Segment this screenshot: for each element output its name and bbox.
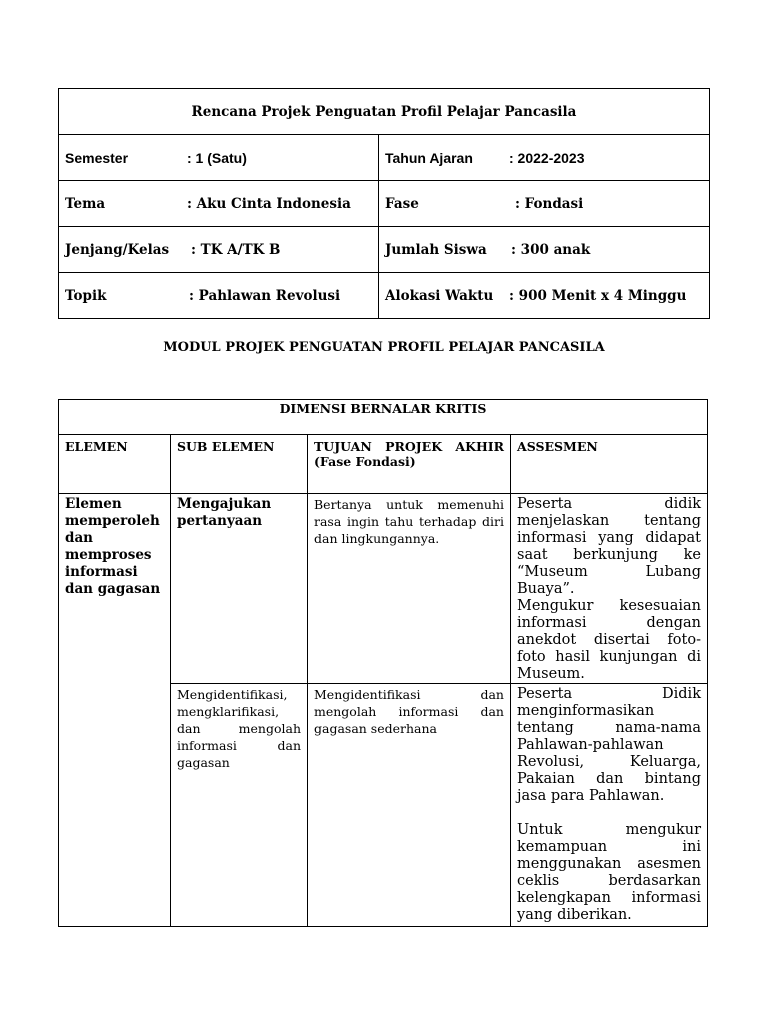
elemen-cell: Elemen memperoleh dan memproses informasi dan gagasan (59, 494, 171, 927)
plan-table (58, 88, 710, 319)
tema-label: Tema (65, 195, 106, 212)
topik-label: Topik (65, 287, 107, 304)
sub-elemen-2: Mengidentifikasi, mengklarifikasi, dan mengolah informasi dan gagasan (171, 684, 308, 927)
jenjang-value: : TK A/TK B (191, 241, 281, 258)
semester-cell (59, 135, 379, 181)
alokasi-label: Alokasi Waktu (385, 287, 494, 304)
topik-value: : Pahlawan Revolusi (189, 287, 341, 304)
dimension-title: DIMENSI BERNALAR KRITIS (59, 400, 708, 435)
topik-cell (59, 273, 379, 319)
sub-elemen-1: Mengajukan pertanyaan (171, 494, 308, 684)
tujuan-2: Mengidentifikasi dan mengolah informasi dan gagasan sederhana (308, 684, 511, 927)
alokasi-value: : 900 Menit x 4 Minggu (509, 287, 687, 304)
assesmen-2-part-1: Peserta Didik menginformasikan tentang nama-nama Pahlawan-pahlawan Revolusi, Keluarga, Pakaian dan bintang jasa para Pahlawan. (517, 686, 701, 804)
assesmen-1-part-1: Peserta didik menjelaskan tentang informasi yang didapat saat berkunjung ke “Museum Lubang Buaya”. (517, 496, 701, 597)
fase-cell (379, 181, 710, 227)
tema-cell (59, 181, 379, 227)
fase-label: Fase (385, 195, 419, 212)
header-sub-elemen: SUB ELEMEN (171, 435, 308, 494)
tema-value: : Aku Cinta Indonesia (187, 195, 351, 212)
jumlah-cell (379, 227, 710, 273)
jumlah-value: : 300 anak (511, 241, 591, 258)
assesmen-2-part-2: Untuk mengukur kemampuan ini menggunakan asesmen ceklis berdasarkan kelengkapan informasi yang diberikan. (517, 822, 701, 923)
semester-label: Semester (65, 149, 129, 166)
tahun-label: Tahun Ajaran (385, 149, 473, 166)
header-elemen: ELEMEN (59, 435, 171, 494)
fase-value: : Fondasi (515, 195, 584, 212)
jumlah-label: Jumlah Siswa (385, 241, 487, 258)
jenjang-cell (59, 227, 379, 273)
semester-value: : 1 (Satu) (187, 149, 247, 166)
module-heading: MODUL PROJEK PENGUATAN PROFIL PELAJAR PANCASILA (163, 340, 605, 355)
jenjang-label: Jenjang/Kelas (65, 241, 170, 258)
dimension-table (58, 399, 708, 927)
header-assesmen: ASSESMEN (511, 435, 708, 494)
alokasi-cell (379, 273, 710, 319)
header-tujuan: TUJUAN PROJEK AKHIR (Fase Fondasi) (308, 435, 511, 494)
tahun-cell (379, 135, 710, 181)
assesmen-2 (511, 684, 708, 927)
assesmen-2-spacer (517, 805, 701, 822)
assesmen-1-part-2: Mengukur kesesuaian informasi dengan anekdot disertai foto-foto hasil kunjungan di Museum. (517, 598, 701, 682)
plan-title: Rencana Projek Penguatan Profil Pelajar Pancasila (59, 89, 710, 135)
tujuan-1: Bertanya untuk memenuhi rasa ingin tahu terhadap diri dan lingkungannya. (308, 494, 511, 684)
assesmen-1 (511, 494, 708, 684)
tahun-value: : 2022-2023 (509, 149, 585, 166)
